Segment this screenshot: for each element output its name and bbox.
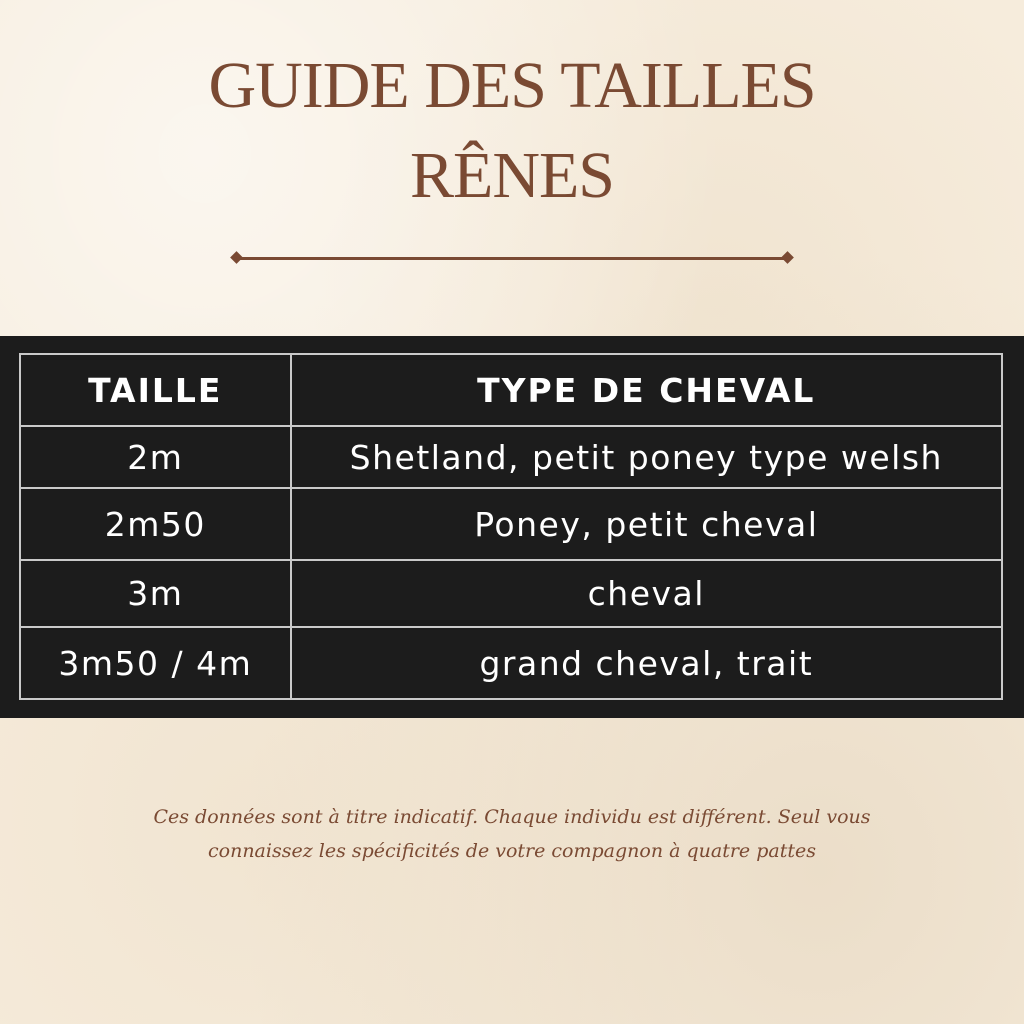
divider-line: [238, 257, 786, 260]
horse-type-cell: grand cheval, trait: [291, 627, 1002, 699]
size-table-panel: [0, 336, 1024, 718]
size-cell: 2m: [20, 426, 291, 488]
column-header-horse-type: TYPE DE CHEVAL: [291, 354, 1002, 426]
table-row: [20, 627, 1002, 699]
size-cell: 2m50: [20, 488, 291, 560]
size-cell: 3m: [20, 560, 291, 627]
table-row: [20, 560, 1002, 627]
column-header-size: TAILLE: [20, 354, 291, 426]
table-header-row: [20, 354, 1002, 426]
disclaimer-note: [0, 800, 1024, 868]
page-title-line2: RÊNES: [409, 139, 615, 212]
horse-type-cell: cheval: [291, 560, 1002, 627]
size-table: [19, 353, 1003, 700]
disclaimer-line2: connaissez les spécificités de votre compagnon à quatre pattes: [208, 840, 816, 862]
horse-type-cell: Poney, petit cheval: [291, 488, 1002, 560]
page-title-line1: GUIDE DES TAILLES: [208, 49, 816, 122]
table-row: [20, 488, 1002, 560]
divider-diamond-left-icon: [230, 251, 243, 264]
disclaimer-line1: Ces données sont à titre indicatif. Chaque individu est différent. Seul vous: [153, 806, 871, 828]
horse-type-cell: Shetland, petit poney type welsh: [291, 426, 1002, 488]
table-row: [20, 426, 1002, 488]
divider-diamond-right-icon: [781, 251, 794, 264]
size-cell: 3m50 / 4m: [20, 627, 291, 699]
title-divider: [234, 252, 790, 264]
